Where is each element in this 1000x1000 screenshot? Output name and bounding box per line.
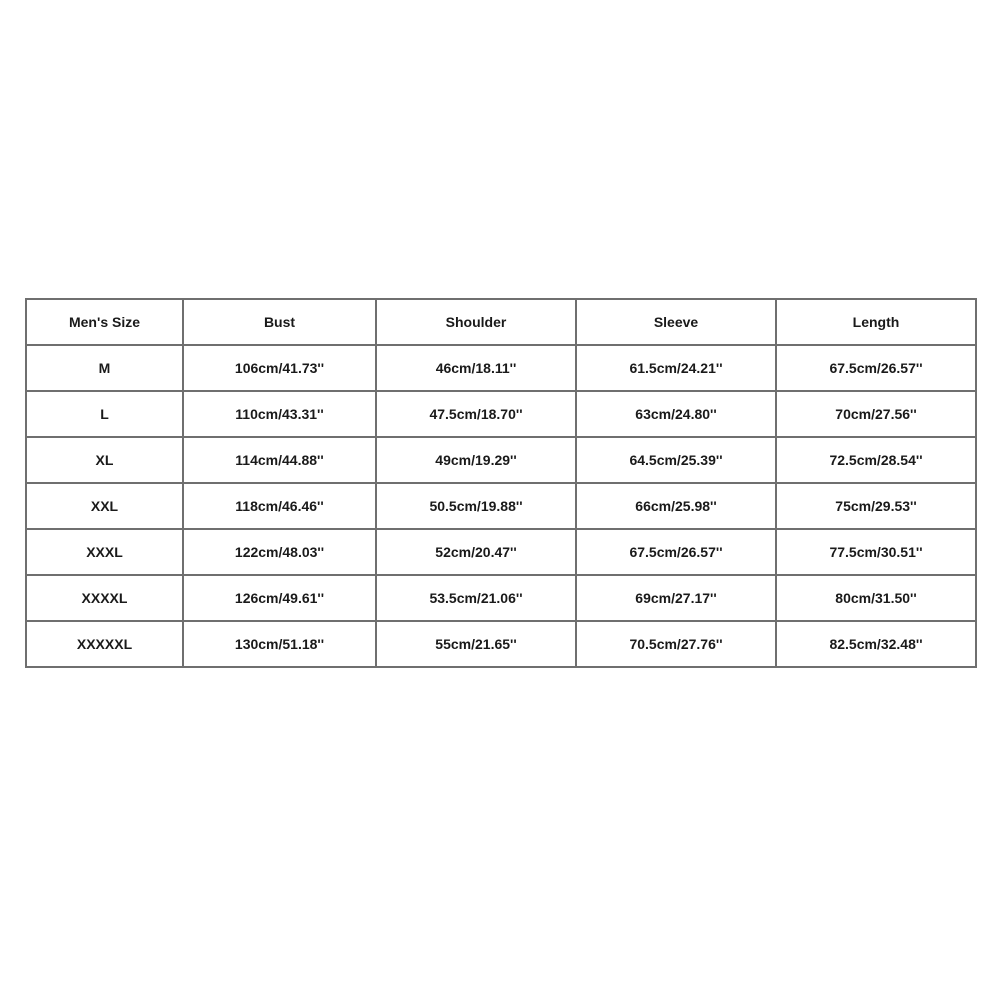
size-cell: XXXXL bbox=[26, 575, 183, 621]
sleeve-cell: 69cm/27.17'' bbox=[576, 575, 776, 621]
sleeve-cell: 63cm/24.80'' bbox=[576, 391, 776, 437]
sleeve-cell: 67.5cm/26.57'' bbox=[576, 529, 776, 575]
header-sleeve: Sleeve bbox=[576, 299, 776, 345]
length-cell: 70cm/27.56'' bbox=[776, 391, 976, 437]
size-cell: XL bbox=[26, 437, 183, 483]
length-cell: 77.5cm/30.51'' bbox=[776, 529, 976, 575]
bust-cell: 114cm/44.88'' bbox=[183, 437, 376, 483]
shoulder-cell: 49cm/19.29'' bbox=[376, 437, 576, 483]
header-size: Men's Size bbox=[26, 299, 183, 345]
size-chart-table bbox=[25, 298, 977, 668]
table-row bbox=[26, 529, 976, 575]
length-cell: 82.5cm/32.48'' bbox=[776, 621, 976, 667]
sleeve-cell: 64.5cm/25.39'' bbox=[576, 437, 776, 483]
length-cell: 72.5cm/28.54'' bbox=[776, 437, 976, 483]
bust-cell: 130cm/51.18'' bbox=[183, 621, 376, 667]
table-row bbox=[26, 621, 976, 667]
table-header bbox=[26, 299, 976, 345]
bust-cell: 118cm/46.46'' bbox=[183, 483, 376, 529]
shoulder-cell: 52cm/20.47'' bbox=[376, 529, 576, 575]
shoulder-cell: 50.5cm/19.88'' bbox=[376, 483, 576, 529]
table-row bbox=[26, 483, 976, 529]
table-row bbox=[26, 345, 976, 391]
size-cell: M bbox=[26, 345, 183, 391]
length-cell: 67.5cm/26.57'' bbox=[776, 345, 976, 391]
sleeve-cell: 66cm/25.98'' bbox=[576, 483, 776, 529]
size-cell: XXL bbox=[26, 483, 183, 529]
sleeve-cell: 61.5cm/24.21'' bbox=[576, 345, 776, 391]
size-cell: XXXXXL bbox=[26, 621, 183, 667]
shoulder-cell: 55cm/21.65'' bbox=[376, 621, 576, 667]
header-shoulder: Shoulder bbox=[376, 299, 576, 345]
length-cell: 80cm/31.50'' bbox=[776, 575, 976, 621]
sleeve-cell: 70.5cm/27.76'' bbox=[576, 621, 776, 667]
header-row bbox=[26, 299, 976, 345]
bust-cell: 110cm/43.31'' bbox=[183, 391, 376, 437]
shoulder-cell: 53.5cm/21.06'' bbox=[376, 575, 576, 621]
bust-cell: 122cm/48.03'' bbox=[183, 529, 376, 575]
bust-cell: 106cm/41.73'' bbox=[183, 345, 376, 391]
bust-cell: 126cm/49.61'' bbox=[183, 575, 376, 621]
table-row bbox=[26, 575, 976, 621]
header-length: Length bbox=[776, 299, 976, 345]
table-body bbox=[26, 345, 976, 667]
shoulder-cell: 47.5cm/18.70'' bbox=[376, 391, 576, 437]
header-bust: Bust bbox=[183, 299, 376, 345]
shoulder-cell: 46cm/18.11'' bbox=[376, 345, 576, 391]
table-row bbox=[26, 391, 976, 437]
size-cell: XXXL bbox=[26, 529, 183, 575]
size-cell: L bbox=[26, 391, 183, 437]
length-cell: 75cm/29.53'' bbox=[776, 483, 976, 529]
table-row bbox=[26, 437, 976, 483]
